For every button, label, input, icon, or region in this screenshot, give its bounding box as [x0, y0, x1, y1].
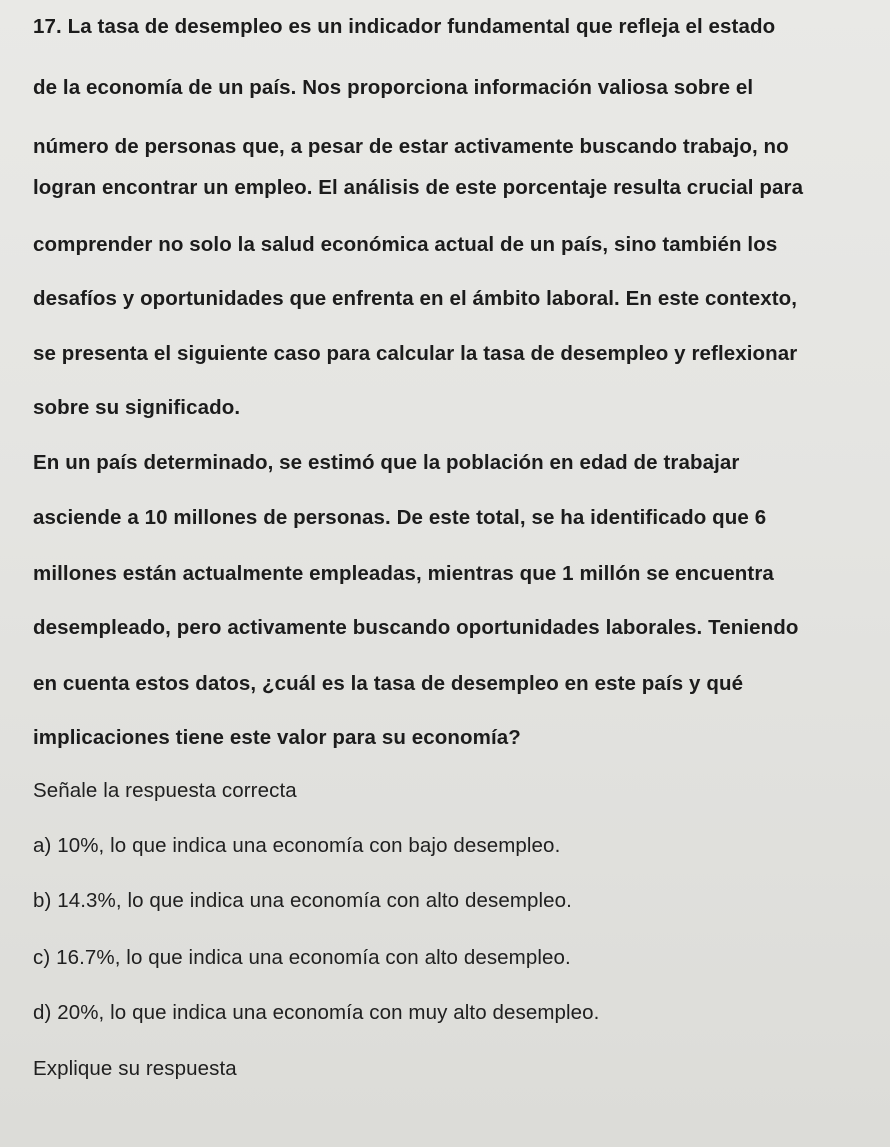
option-d: d) 20%, lo que indica una economía con muy alto desempleo.: [33, 1001, 600, 1024]
intro-line: de la economía de un país. Nos proporciona información valiosa sobre el: [33, 76, 754, 99]
intro-line: comprender no solo la salud económica actual de un país, sino también los: [33, 233, 778, 256]
case-line: en cuenta estos datos, ¿cuál es la tasa de desempleo en este país y qué: [33, 672, 744, 695]
case-line: En un país determinado, se estimó que la población en edad de trabajar: [33, 451, 740, 474]
case-line: millones están actualmente empleadas, mientras que 1 millón se encuentra: [33, 562, 774, 585]
intro-line: logran encontrar un empleo. El análisis de este porcentaje resulta crucial para: [33, 176, 804, 199]
intro-line: número de personas que, a pesar de estar activamente buscando trabajo, no: [33, 135, 789, 158]
intro-line: 17. La tasa de desempleo es un indicador fundamental que refleja el estado: [33, 15, 776, 38]
instruction-text: Señale la respuesta correcta: [33, 779, 297, 802]
case-line: asciende a 10 millones de personas. De este total, se ha identificado que 6: [33, 506, 767, 529]
case-line: implicaciones tiene este valor para su economía?: [33, 726, 521, 749]
intro-line: se presenta el siguiente caso para calcular la tasa de desempleo y reflexionar: [33, 342, 798, 365]
option-a: a) 10%, lo que indica una economía con bajo desempleo.: [33, 834, 561, 857]
intro-line: sobre su significado.: [33, 396, 241, 419]
option-c: c) 16.7%, lo que indica una economía con alto desempleo.: [33, 946, 571, 969]
option-b: b) 14.3%, lo que indica una economía con alto desempleo.: [33, 889, 572, 912]
intro-line: desafíos y oportunidades que enfrenta en el ámbito laboral. En este contexto,: [33, 287, 798, 310]
case-line: desempleado, pero activamente buscando oportunidades laborales. Teniendo: [33, 616, 799, 639]
explain-prompt: Explique su respuesta: [33, 1057, 237, 1080]
